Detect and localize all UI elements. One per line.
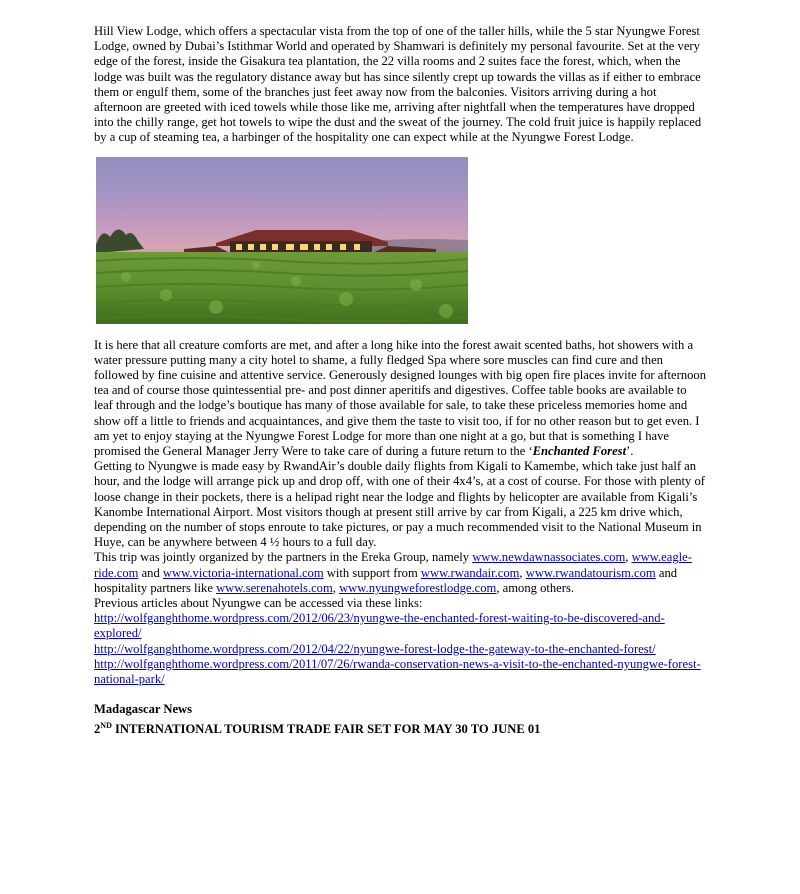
comma-space-separator: , bbox=[332, 580, 340, 595]
headline-superscript: ND bbox=[100, 720, 112, 730]
previous-article-link[interactable]: http://wolfganghthome.wordpress.com/2011/07/26/rwanda-conservation-news-a-visit-to-the-enchanted-nyungwe-forest-national-park/ bbox=[94, 656, 701, 687]
text-and: and bbox=[138, 565, 163, 580]
madagascar-headline bbox=[94, 718, 706, 737]
previous-link-row bbox=[94, 611, 706, 641]
text-support: with support from bbox=[323, 565, 421, 580]
comma-separator: , bbox=[519, 565, 523, 580]
previous-link-row bbox=[94, 657, 706, 687]
link-nyungweforestlodge[interactable]: www.nyungweforestlodge.com bbox=[339, 580, 497, 595]
link-rwandair[interactable]: www.rwandair.com bbox=[420, 565, 520, 580]
previous-article-link[interactable]: http://wolfganghthome.wordpress.com/2012/06/23/nyungwe-the-enchanted-forest-waiting-to-be-discovered-and-explored/ bbox=[94, 611, 665, 641]
madagascar-section-title: Madagascar News bbox=[94, 702, 193, 717]
headline-text: INTERNATIONAL TOURISM TRADE FAIR SET FOR MAY 30 TO JUNE 01 bbox=[111, 721, 541, 736]
getting-there-paragraph: Getting to Nyungwe is made easy by RwandAir’s double daily flights from Kigali to Kamembe, which take just half an hour, and the lodge will arrange pick up and drop off, with one of their 4x4’s, at a cost of course. For those with plenty of loose change in their pockets, there is a helipad right near the lodge and flights by helicopter are available from Kigali’s Kanombe International Airport. Most visitors though at present still arrive by car from Kigali, a 225 km drive which, depending on the number of stops enroute to take pictures, or pay a much recommended visit to the National Museum in Huye, can be anywhere between 4 ½ hours to a full day. bbox=[94, 459, 705, 550]
trip-credits-paragraph bbox=[94, 550, 706, 596]
link-eagle-ride[interactable]: www.eagle-ride.com bbox=[94, 550, 692, 580]
comforts-paragraph bbox=[94, 338, 706, 460]
comforts-text: It is here that all creature comforts are met, and after a long hike into the forest await scented baths, hot showers with a water pressure putting many a city hotel to shame, a fully fledged Spa where sore muscles can find cure and then followed by fine cuisine and attentive service. Generously designed lounges with big open fire places invite for afternoon tea and of course those quintessential pre- and post dinner aperitifs and digestives. Coffee table books are available to leaf through and the lodge’s boutique has many of those available for sale, to take these priceless memories home and show off a little to friends and acquaintances, and give them the taste to visit too, if for no other reason but to get even. I am yet to enjoy staying at the Nyungwe Forest Lodge for more than one night at a go, but that is something I have promised the General Manager Jerry Were to take care of during a future return to the ‘ bbox=[94, 337, 707, 459]
comma-separator: , bbox=[625, 550, 629, 565]
previous-article-link[interactable]: http://wolfganghthome.wordpress.com/2012/04/22/nyungwe-forest-lodge-the-gateway-to-the-enchanted-forest/ bbox=[94, 641, 656, 656]
enchanted-forest-emphasis: Enchanted Forest bbox=[532, 444, 627, 459]
link-victoria-international[interactable]: www.victoria-international.com bbox=[162, 565, 324, 580]
link-serenahotels[interactable]: www.serenahotels.com bbox=[216, 580, 333, 595]
comforts-end: ’. bbox=[626, 444, 634, 459]
text-hospitality: and hospitality partners like bbox=[94, 565, 678, 595]
previous-link-row bbox=[94, 642, 706, 657]
headline-number: 2 bbox=[94, 721, 101, 736]
trip-prefix: This trip was jointly organized by the partners in the Ereka Group, namely bbox=[94, 550, 473, 565]
document-page bbox=[94, 24, 706, 737]
text-among-others: , among others. bbox=[496, 580, 575, 595]
link-rwandatourism[interactable]: www.rwandatourism.com bbox=[525, 565, 656, 580]
link-newdawnassociates[interactable]: www.newdawnassociates.com bbox=[472, 550, 626, 565]
intro-paragraph: Hill View Lodge, which offers a spectacular vista from the top of one of the taller hills, while the 5 star Nyungwe Forest Lodge, owned by Dubai’s Istithmar World and operated by Shamwari is definitely my personal favourite. Set at the very edge of the forest, inside the Gisakura tea plantation, the 22 villa rooms and 2 suites face the forest, which, when the lodge was built was the regulatory distance away but has since silently crept up towards the villas as if either to embrace them or engulf them, some of the branches just feet away now from the balconies. Visitors arriving during a hot afternoon are greeted with iced towels while those like me, arriving after nightfall when the temperatures have dropped into the chilly range, get hot towels to wipe the dust and the sweat of the journey. The cold fruit juice is happily replaced by a cup of steaming tea, a harbinger of the hospitality one can expect while at the Nyungwe Forest Lodge. bbox=[94, 24, 702, 145]
previous-articles-label: Previous articles about Nyungwe can be accessed via these links: bbox=[94, 596, 423, 611]
lodge-photo-illustration bbox=[96, 157, 468, 324]
lodge-photo bbox=[96, 157, 468, 324]
